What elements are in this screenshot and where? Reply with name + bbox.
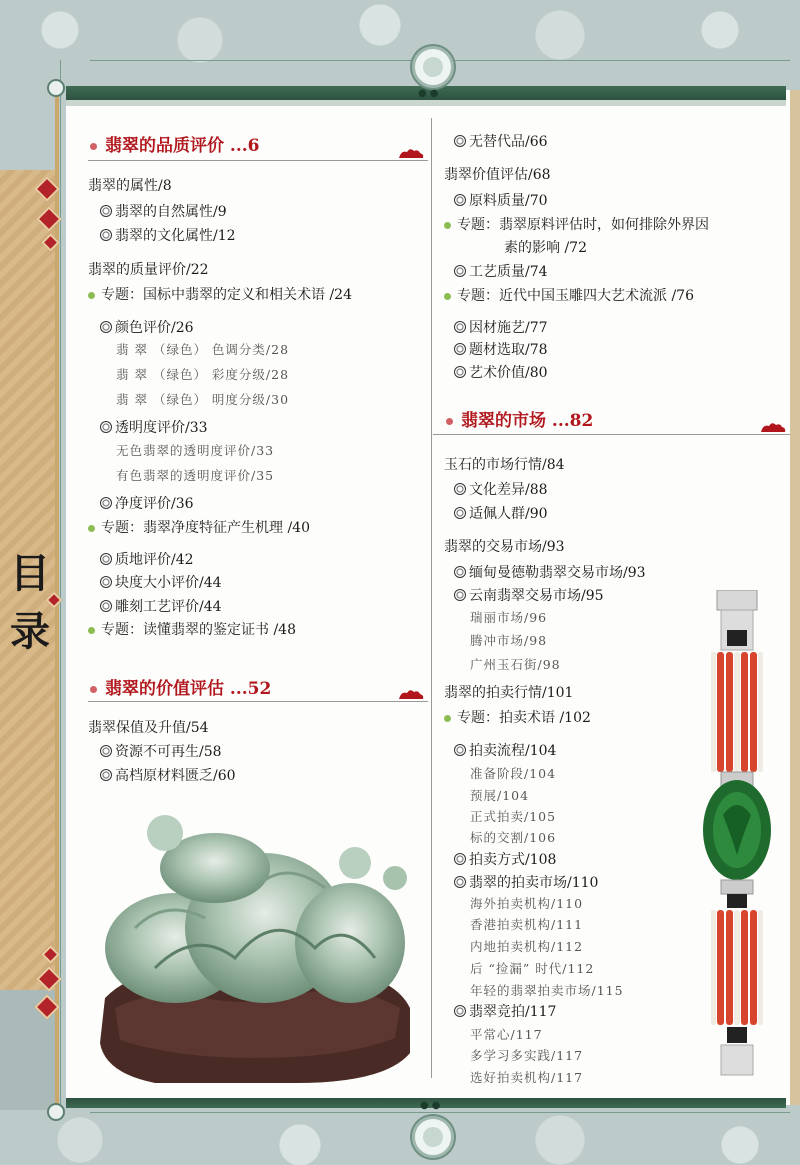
section-bullet-icon [90,686,97,693]
toc-entry-text: 素的影响 /72 [504,240,587,256]
toc-heading[interactable] [444,536,565,556]
section-title-text: 翡翠的品质评价 ...6 [105,136,260,156]
circle-bullet-icon [100,769,112,781]
toc-item[interactable] [100,225,236,245]
circle-bullet-icon [454,366,466,378]
toc-entry-text: 专题：翡翠净度特征产生机理 /40 [101,520,310,536]
toc-item[interactable] [454,562,646,582]
circle-bullet-icon [454,589,466,601]
toc-entry-text: 适佩人群/90 [469,506,548,522]
toc-item[interactable] [100,317,194,337]
medallion-bottom-icon [412,1116,454,1158]
toc-entry-text: 翡翠的属性/8 [88,178,172,194]
toc-subitem[interactable] [470,1025,543,1043]
toc-special-topic[interactable] [88,619,296,639]
circle-bullet-icon [454,483,466,495]
toc-entry-text: 资源不可再生/58 [115,744,222,760]
toc-entry-text: 翡翠的拍卖行情/101 [444,685,574,701]
toc-item[interactable] [100,201,227,221]
toc-entry-text: 题材选取/78 [469,342,548,358]
circle-bullet-icon [454,566,466,578]
toc-entry-text: 翡翠的文化属性/12 [115,228,236,244]
toc-entry-text: 翡 翠 （绿色） 色调分类/28 [116,342,290,357]
toc-entry-text: 海外拍卖机构/110 [470,896,584,911]
toc-entry-text: 翡翠的交易市场/93 [444,539,565,555]
toc-entry-text: 专题：翡翠原料评估时，如何排除外界因 [457,217,709,233]
toc-entry-text: 块度大小评价/44 [115,575,222,591]
toc-subitem[interactable] [470,828,556,846]
section-bullet-icon [446,418,453,425]
circle-bullet-icon [100,553,112,565]
cloud-ornament-icon [760,421,786,433]
toc-entry-text: 高档原材料匮乏/60 [115,768,236,784]
section-title-text: 翡翠的市场 ...82 [461,411,594,431]
top-frame-bar-light [66,100,786,106]
medallion-top-icon [412,46,454,88]
section-title[interactable] [90,131,260,156]
toc-entry-text: 腾冲市场/98 [470,633,548,648]
toc-heading[interactable] [444,454,565,474]
toc-heading[interactable] [444,164,551,184]
toc-item[interactable] [454,317,548,337]
toc-item[interactable] [454,1001,556,1021]
toc-entry-text: 翡 翠 （绿色） 明度分级/30 [116,392,290,407]
toc-special-topic[interactable] [88,284,352,304]
toc-entry-text: 文化差异/88 [469,482,548,498]
circle-bullet-icon [454,265,466,277]
toc-subitem[interactable] [470,1046,583,1064]
toc-entry-text: 专题：读懂翡翠的鉴定证书 /48 [101,622,296,638]
toc-entry-text: 专题：拍卖术语 /102 [457,710,591,726]
circle-bullet-icon [454,853,466,865]
toc-entry-text: 翡翠价值评估/68 [444,167,551,183]
toc-item[interactable] [454,261,548,281]
toc-item[interactable] [454,362,548,382]
circle-bullet-icon [454,135,466,147]
toc-subitem[interactable] [116,441,274,459]
toc-entry-text: 颜色评价/26 [115,320,194,336]
toc-heading[interactable] [444,682,573,702]
toc-entry-text: 云南翡翠交易市场/95 [469,588,604,604]
toc-entry-text: 无色翡翠的透明度评价/33 [116,443,275,458]
toc-entry-text: 平常心/117 [470,1027,543,1042]
toc-item[interactable] [100,493,194,513]
toc-entry-text: 年轻的翡翠拍卖市场/115 [470,983,624,998]
toc-subitem[interactable] [116,340,289,358]
green-dot-icon [444,293,451,300]
toc-entry-text: 广州玉石街/98 [470,657,561,672]
section-underline [433,434,790,435]
circle-bullet-icon [454,507,466,519]
toc-entry-text: 有色翡翠的透明度评价/35 [116,468,275,483]
toc-item[interactable] [100,417,208,437]
circle-bullet-icon [100,229,112,241]
toc-entry-text: 多学习多实践/117 [470,1048,584,1063]
toc-entry-text: 艺术价值/80 [469,365,548,381]
toc-entry-text: 工艺质量/74 [469,264,548,280]
toc-item[interactable] [100,765,236,785]
toc-item[interactable] [454,849,556,869]
toc-entry-text: 专题：国标中翡翠的定义和相关术语 /24 [101,287,352,303]
toc-entry-text: 翡 翠 （绿色） 彩度分级/28 [116,367,290,382]
toc-entry-text: 预展/104 [470,788,530,803]
circle-bullet-icon [454,876,466,888]
toc-entry-text: 净度评价/36 [115,496,194,512]
toc-subitem[interactable] [470,981,624,999]
frame-line-bottom [90,1112,790,1113]
toc-subitem[interactable] [470,915,583,933]
toc-item[interactable] [454,585,604,605]
circle-bullet-icon [100,497,112,509]
toc-entry-text: 香港拍卖机构/111 [470,917,584,932]
toc-entry-text: 翡翠的拍卖市场/110 [469,875,599,891]
toc-subitem[interactable] [116,365,289,383]
toc-special-topic[interactable] [444,285,694,305]
toc-item[interactable] [454,131,548,151]
toc-entry-text: 拍卖流程/104 [469,743,557,759]
section-title[interactable] [446,406,593,431]
green-dot-icon [88,627,95,634]
toc-item[interactable] [100,549,194,569]
toc-entry-text: 瑞丽市场/96 [470,610,548,625]
toc-entry-text: 选好拍卖机构/117 [470,1070,584,1085]
side-title-char-1: 目 [10,550,50,597]
circle-bullet-icon [100,205,112,217]
toc-subitem[interactable] [116,390,289,408]
toc-item[interactable] [454,503,548,523]
green-dot-icon [444,715,451,722]
circle-bullet-icon [454,343,466,355]
toc-entry-text: 翡翠的自然属性/9 [115,204,227,220]
toc-subitem[interactable] [470,807,556,825]
jade-carving-image [95,808,415,1088]
section-underline [88,160,428,161]
toc-entry-text: 后 “捡漏” 时代/112 [470,961,595,976]
frame-circle-bottom-icon [47,1103,65,1121]
circle-bullet-icon [454,1005,466,1017]
jade-bracelet-image [703,590,773,1080]
toc-entry-text: 原料质量/70 [469,193,548,209]
toc-entry-text: 因材施艺/77 [469,320,548,336]
circle-bullet-icon [100,576,112,588]
toc-entry-text: 雕刻工艺评价/44 [115,599,222,615]
toc-entry-text: 内地拍卖机构/112 [470,939,584,954]
green-dot-icon [444,222,451,229]
toc-subitem[interactable] [470,894,583,912]
circle-bullet-icon [454,321,466,333]
green-dot-icon [88,525,95,532]
toc-entry-text: 翡翠的质量评价/22 [88,262,209,278]
frame-dots-top: ●● [418,88,442,99]
frame-dots-bottom: ●● [420,1100,444,1111]
toc-subitem[interactable] [470,786,529,804]
toc-special-topic-continued[interactable] [504,237,587,257]
green-dot-icon [88,292,95,299]
circle-bullet-icon [100,600,112,612]
toc-special-topic[interactable] [444,214,709,234]
toc-subitem[interactable] [470,937,583,955]
toc-subitem[interactable] [470,959,594,977]
circle-bullet-icon [454,744,466,756]
toc-entry-text: 缅甸曼德勒翡翠交易市场/93 [469,565,646,581]
toc-subitem[interactable] [470,631,547,649]
toc-special-topic[interactable] [88,517,310,537]
toc-item[interactable] [454,872,598,892]
toc-special-topic[interactable] [444,707,591,727]
frame-circle-top-icon [47,79,65,97]
circle-bullet-icon [100,745,112,757]
toc-heading[interactable] [88,259,209,279]
toc-entry-text: 专题：近代中国玉雕四大艺术流派 /76 [457,288,694,304]
toc-entry-text: 翡翠竞拍/117 [469,1004,557,1020]
cloud-ornament-icon [398,147,424,159]
toc-subitem[interactable] [470,1068,583,1086]
toc-item[interactable] [454,479,548,499]
toc-entry-text: 拍卖方式/108 [469,852,557,868]
circle-bullet-icon [100,421,112,433]
toc-heading[interactable] [88,175,172,195]
toc-subitem[interactable] [116,466,274,484]
toc-entry-text: 正式拍卖/105 [470,809,557,824]
toc-entry-text: 准备阶段/104 [470,766,557,781]
toc-entry-text: 翡翠保值及升值/54 [88,720,209,736]
toc-item[interactable] [454,339,548,359]
column-divider [431,118,432,1078]
toc-item[interactable] [100,596,222,616]
circle-bullet-icon [100,321,112,333]
toc-item[interactable] [454,190,548,210]
toc-heading[interactable] [88,717,209,737]
toc-subitem[interactable] [470,764,556,782]
toc-entry-text: 无替代品/66 [469,134,548,150]
side-title-char-2: 录 [10,608,50,655]
circle-bullet-icon [454,194,466,206]
toc-entry-text: 标的交割/106 [470,830,557,845]
section-bullet-icon [90,143,97,150]
toc-item[interactable] [100,741,222,761]
right-edge-strip [790,90,800,1105]
toc-item[interactable] [100,572,222,592]
toc-entry-text: 质地评价/42 [115,552,194,568]
section-underline [88,701,428,702]
toc-entry-text: 玉石的市场行情/84 [444,457,565,473]
section-title[interactable] [90,674,271,699]
section-title-text: 翡翠的价值评估 ...52 [105,679,272,699]
toc-subitem[interactable] [470,655,561,673]
toc-item[interactable] [454,740,556,760]
cloud-ornament-icon [398,688,424,700]
toc-subitem[interactable] [470,608,547,626]
toc-entry-text: 透明度评价/33 [115,420,208,436]
